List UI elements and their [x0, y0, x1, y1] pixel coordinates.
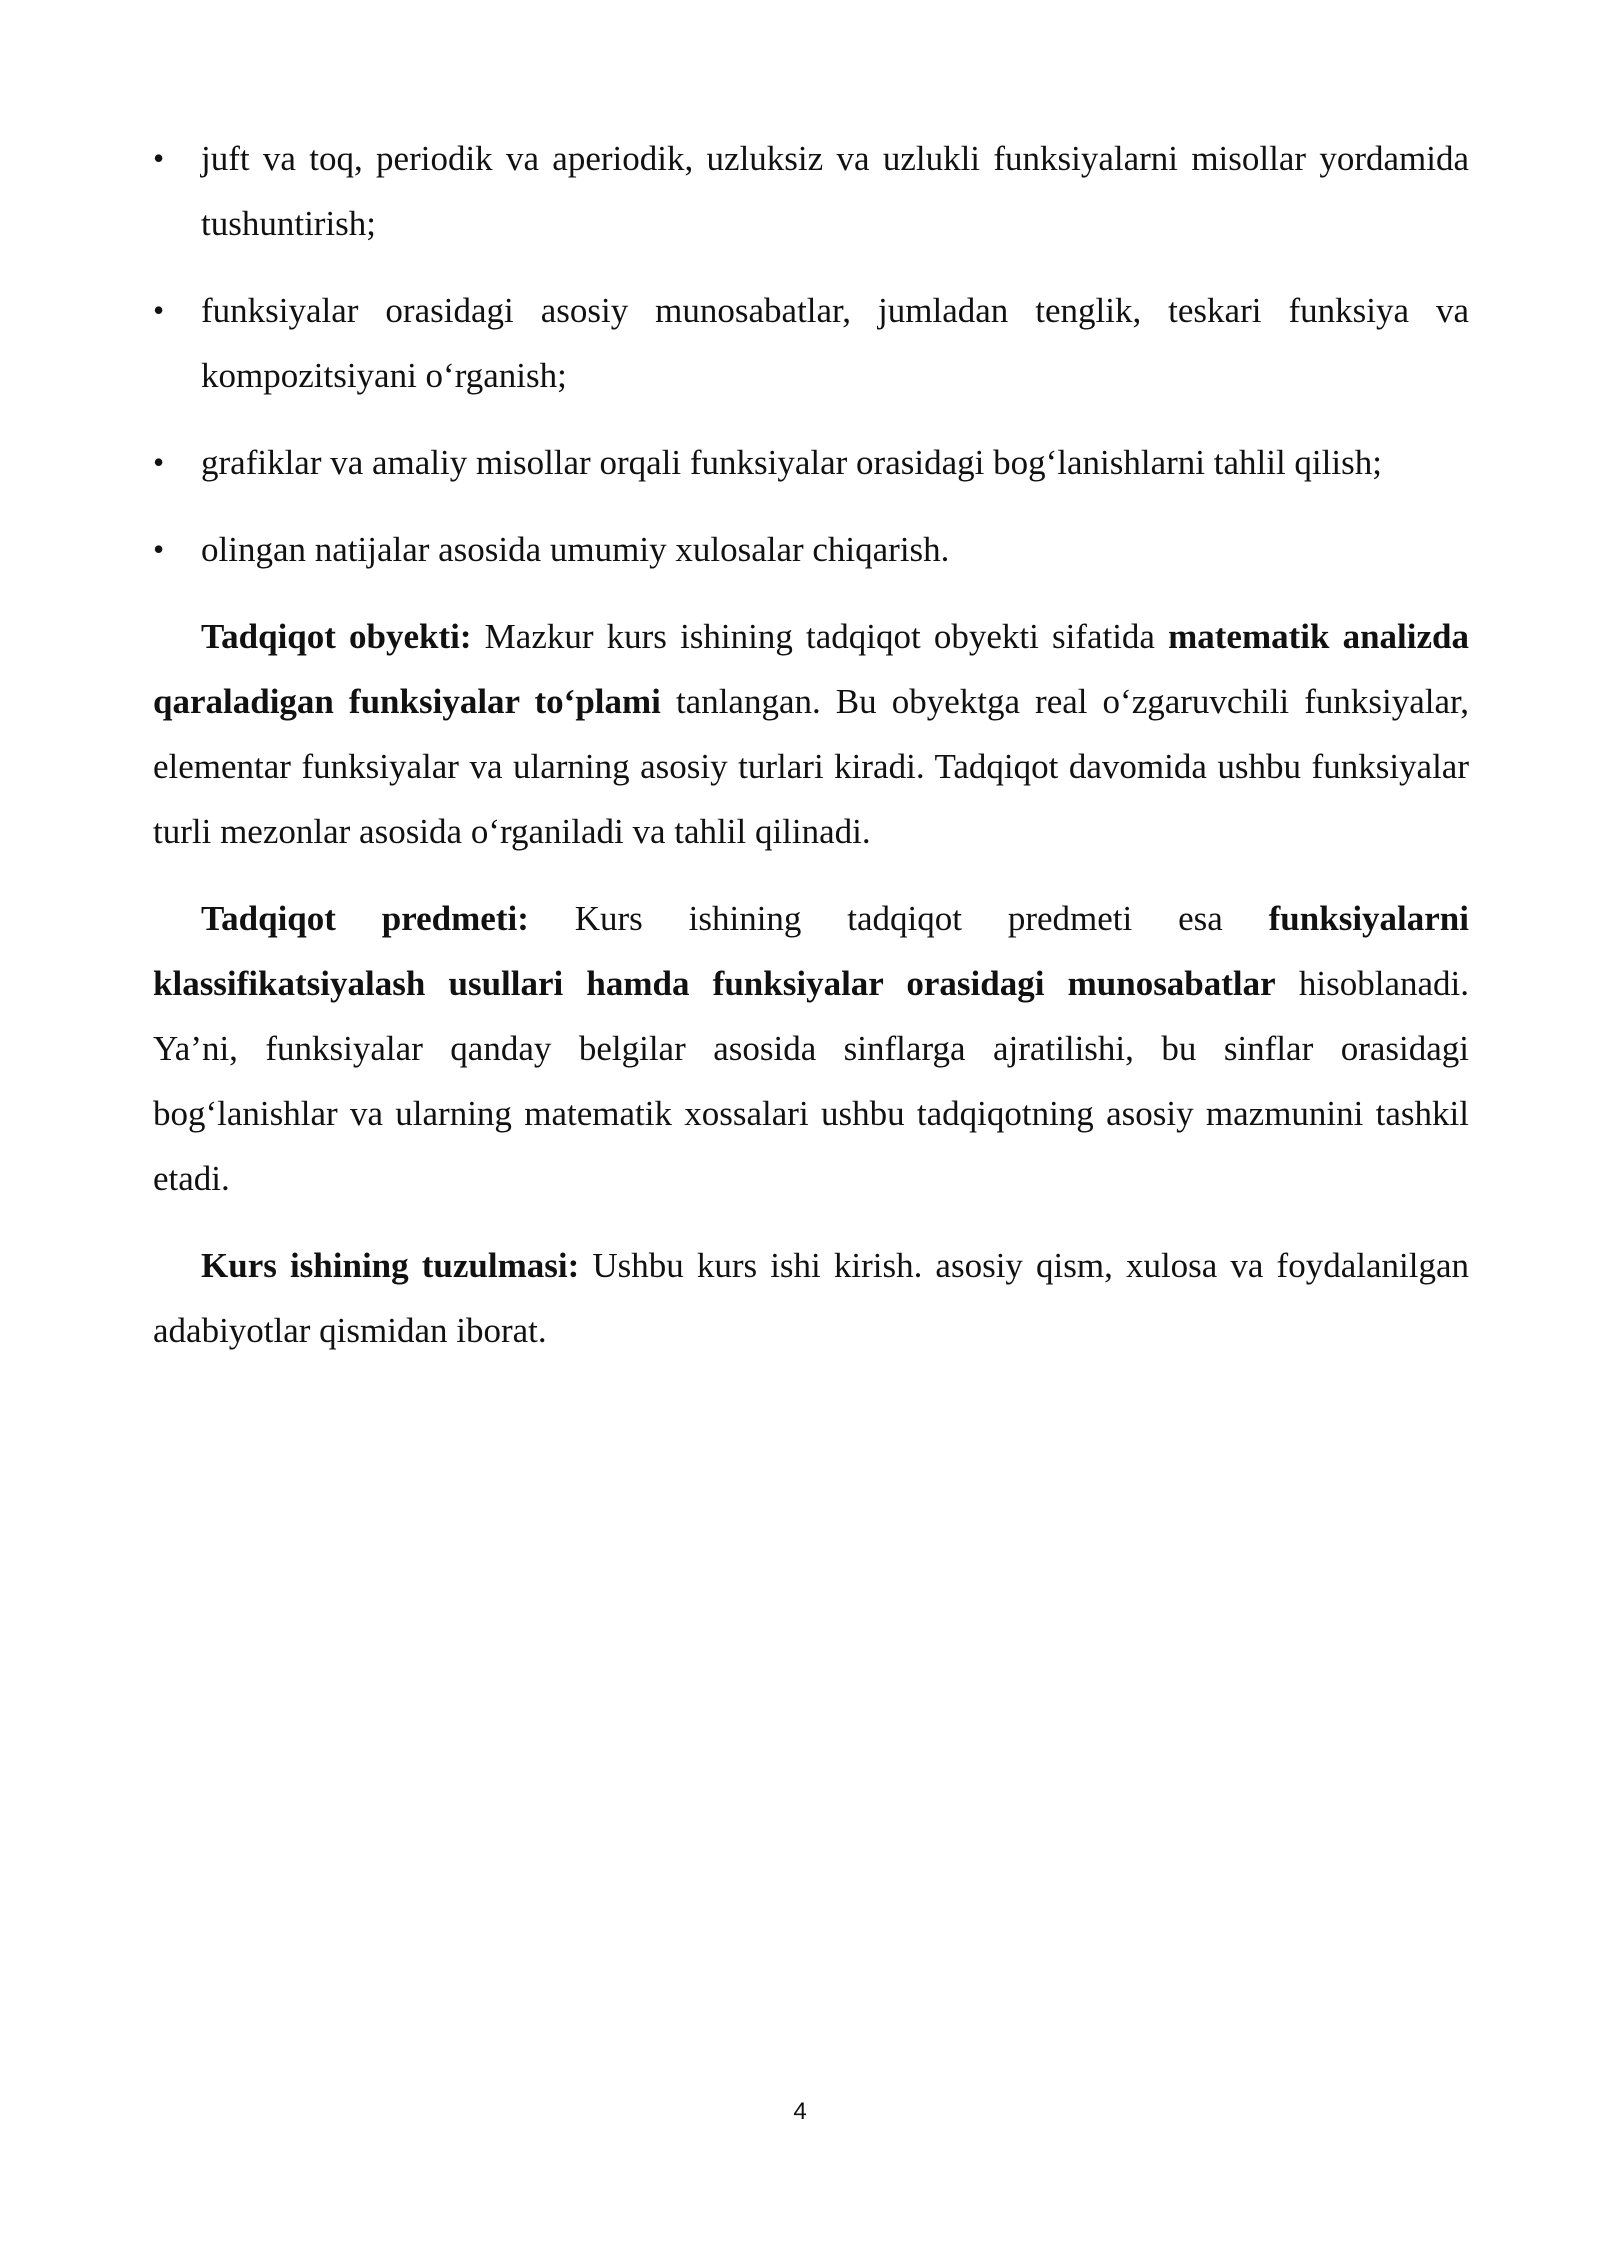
page-number: 4	[793, 2098, 807, 2125]
bullet-icon: •	[153, 140, 165, 176]
bullet-icon: •	[153, 292, 165, 328]
research-subject-label: Tadqiqot predmeti:	[201, 899, 529, 938]
list-item	[153, 126, 1469, 256]
list-item	[153, 278, 1469, 408]
research-subject-text-1: Kurs ishining tadqiqot predmeti esa	[528, 899, 1269, 938]
research-object-emphasis: matematik analizda qaraladigan funksiyalar to‘plami	[153, 617, 1469, 721]
list-item	[153, 430, 1469, 495]
research-subject-text-2: hisoblanadi. Ya’ni, funksiyalar qanday belgilar asosida sinflarga ajratilishi, bu sinflar orasidagi bog‘lanishlar va ularning matematik xossalari ushbu tadqiqotning asosiy mazmunini tashkil etadi.	[153, 964, 1469, 1198]
research-object-text-1: Mazkur kurs ishining tadqiqot obyekti sifatida	[471, 617, 1169, 656]
research-object-label: Tadqiqot obyekti:	[201, 617, 472, 656]
bullet-icon: •	[153, 531, 165, 567]
objectives-list	[153, 126, 1469, 582]
list-item-text: olingan natijalar asosida umumiy xulosalar chiqarish.	[201, 530, 950, 569]
bullet-icon: •	[153, 444, 165, 480]
structure-label: Kurs ishining tuzulmasi:	[201, 1246, 580, 1285]
research-subject-emphasis: funksiyalarni klassifikatsiyalash usullari hamda funksiyalar orasidagi munosabatlar	[153, 899, 1470, 1003]
list-item-text: juft va toq, periodik va aperiodik, uzluksiz va uzlukli funksiyalarni misollar yordamida tushuntirish;	[201, 139, 1469, 243]
research-object-paragraph	[153, 604, 1469, 864]
research-subject-paragraph	[153, 886, 1469, 1211]
list-item-text: grafiklar va amaliy misollar orqali funksiyalar orasidagi bog‘lanishlarni tahlil qilish;	[201, 443, 1382, 482]
research-object-text-2: tanlangan. Bu obyektga real o‘zgaruvchili funksiyalar, elementar funksiyalar va ularning asosiy turlari kiradi. Tadqiqot davomida ushbu funksiyalar turli mezonlar asosida o‘rganiladi va tahlil qilinadi.	[153, 682, 1469, 851]
list-item	[153, 517, 1469, 582]
list-item-text: funksiyalar orasidagi asosiy munosabatlar, jumladan tenglik, teskari funksiya va kompozitsiyani o‘rganish;	[201, 291, 1469, 395]
structure-paragraph	[153, 1233, 1469, 1363]
structure-text: Ushbu kurs ishi kirish. asosiy qism, xulosa va foydalanilgan adabiyotlar qismidan iborat.	[153, 1246, 1469, 1350]
page-content	[153, 126, 1469, 1385]
